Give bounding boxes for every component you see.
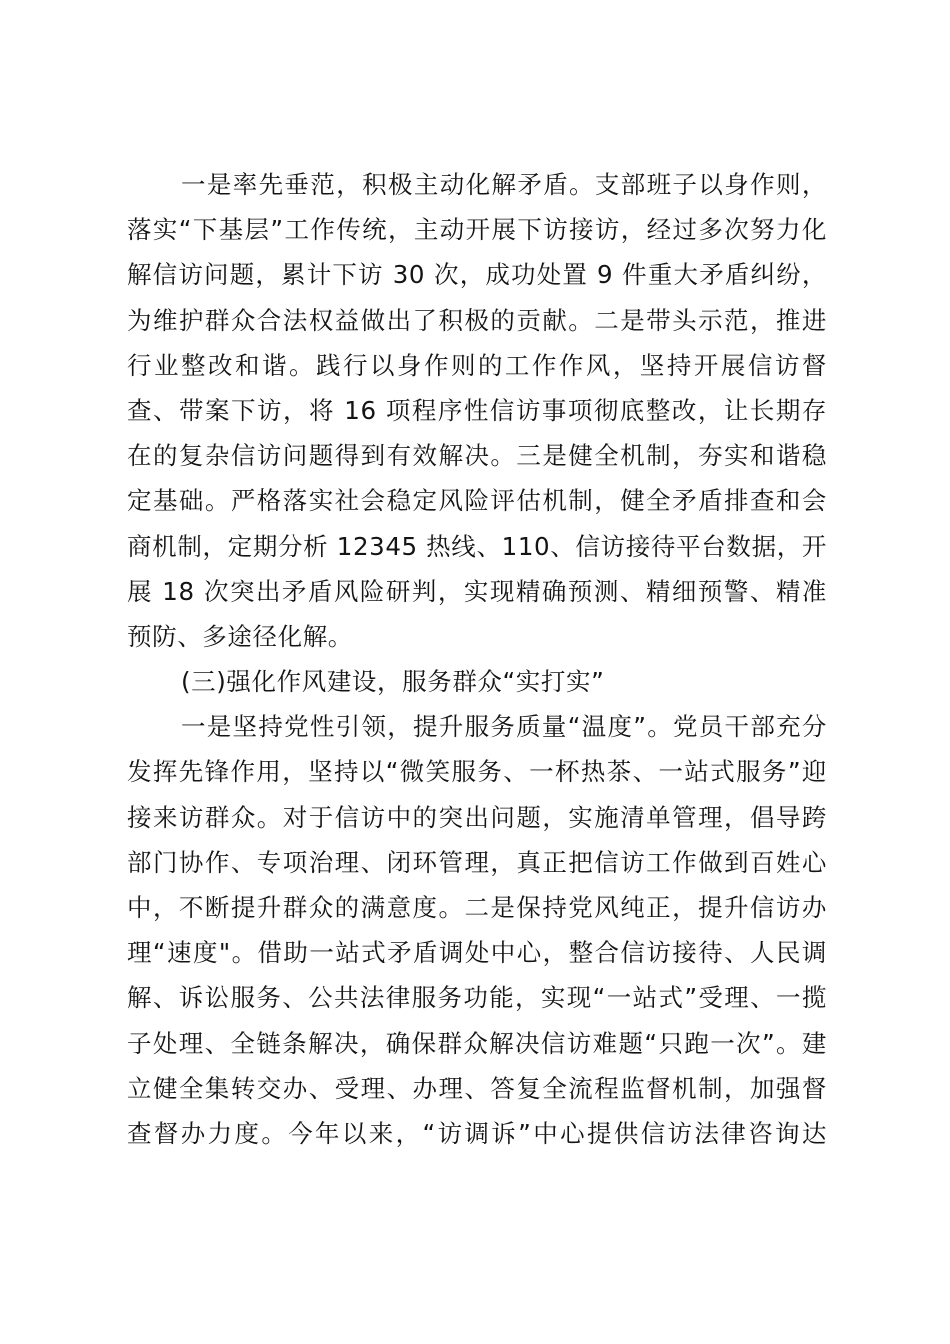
text-line: 理“速度"。借助一站式矛盾调处中心，整合信访接待、人民调 (127, 938, 827, 968)
text-line: 子处理、全链条解决，确保群众解决信访难题“只跑一次”。建 (127, 1028, 827, 1058)
text-line: 商机制，定期分析 12345 热线、110、信访接待平台数据，开 (127, 531, 827, 561)
text-line: 立健全集转交办、受理、办理、答复全流程监督机制，加强督 (127, 1073, 827, 1103)
text-line: 定基础。严格落实社会稳定风险评估机制，健全矛盾排查和会 (127, 486, 827, 516)
text-line: 一是坚持党性引领，提升服务质量“温度”。党员干部充分 (181, 712, 827, 742)
text-line: 行业整改和谐。践行以身作则的工作作风，坚持开展信访督 (127, 350, 827, 380)
text-line: 查、带案下访，将 16 项程序性信访事项彻底整改，让长期存 (127, 395, 827, 425)
text-line: 落实“下基层”工作传统，主动开展下访接访，经过多次努力化 (127, 215, 827, 245)
text-line: 发挥先锋作用，坚持以“微笑服务、一杯热茶、一站式服务”迎 (127, 757, 827, 787)
text-line: 查督办力度。今年以来，“访调诉”中心提供信访法律咨询达 (127, 1118, 827, 1148)
text-line: 预防、多途径化解。 (127, 621, 353, 651)
text-line: 在的复杂信访问题得到有效解决。三是健全机制，夯实和谐稳 (127, 441, 827, 471)
text-line: 解、诉讼服务、公共法律服务功能，实现“一站式”受理、一揽 (127, 983, 827, 1013)
text-line: 展 18 次突出矛盾风险研判，实现精确预测、精细预警、精准 (127, 576, 827, 606)
document-body (127, 162, 827, 1156)
text-line: 一是率先垂范，积极主动化解矛盾。支部班子以身作则， (181, 170, 827, 199)
text-line: 中，不断提升群众的满意度。二是保持党风纯正，提升信访办 (127, 893, 827, 922)
text-line: 解信访问题，累计下访 30 次，成功处置 9 件重大矛盾纠纷， (127, 260, 827, 290)
text-line: 为维护群众合法权益做出了积极的贡献。二是带头示范，推进 (127, 305, 827, 335)
section-heading: (三)强化作风建设，服务群众“实打实” (181, 667, 605, 697)
text-line: 部门协作、专项治理、闭环管理，真正把信访工作做到百姓心 (127, 847, 827, 877)
text-line: 接来访群众。对于信访中的突出问题，实施清单管理，倡导跨 (127, 802, 827, 832)
